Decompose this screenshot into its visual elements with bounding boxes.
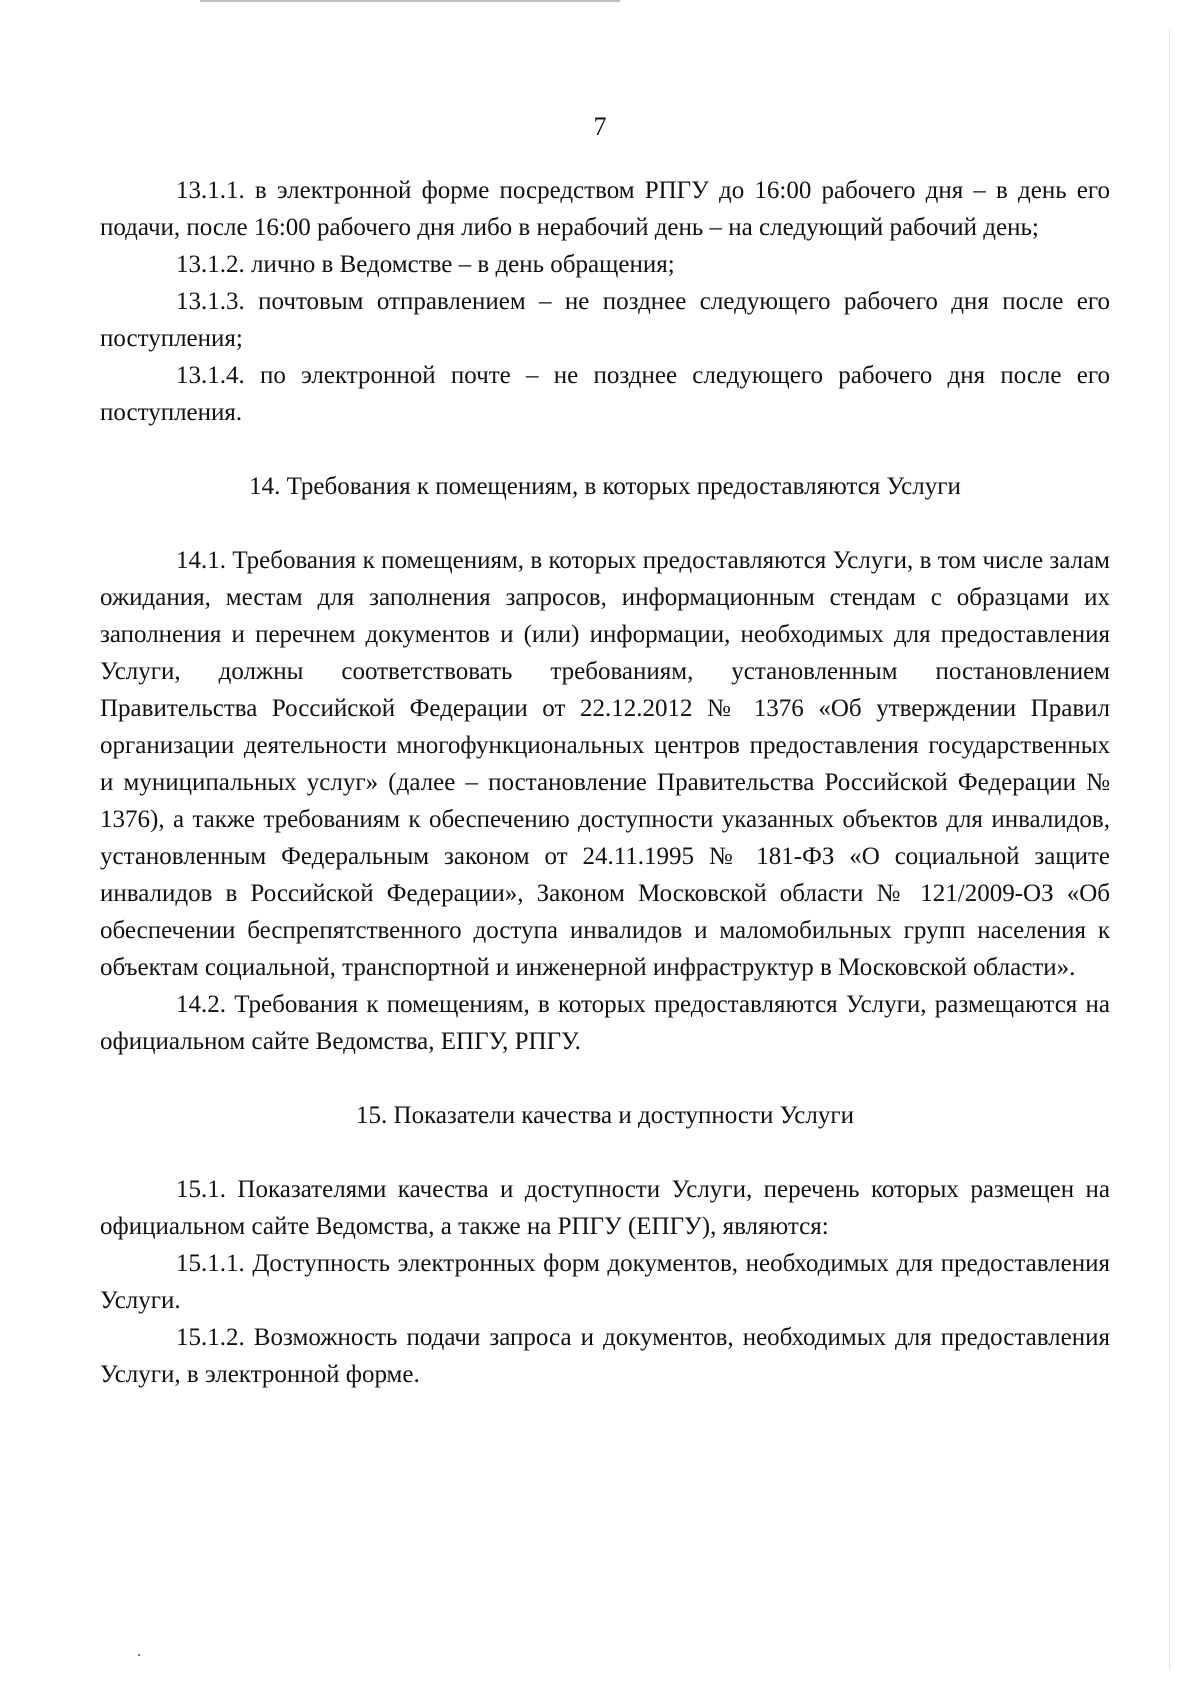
paragraph-15-1-2: 15.1.2. Возможность подачи запроса и документов, необходимых для предоставления Услуги, в электронной форме. bbox=[100, 1324, 1110, 1388]
scan-dot bbox=[138, 1654, 140, 1656]
paragraph-15-1-1: 15.1.1. Доступность электронных форм документов, необходимых для предоставления Услуги. bbox=[100, 1250, 1110, 1314]
section-14-heading: 14. Требования к помещениям, в которых предоставляются Услуги bbox=[249, 473, 961, 500]
spacer bbox=[100, 1134, 1110, 1171]
document-body bbox=[100, 172, 1110, 1393]
spacer bbox=[100, 505, 1110, 542]
section-15-heading: 15. Показатели качества и доступности Услуги bbox=[356, 1102, 854, 1129]
page-number: 7 bbox=[593, 112, 607, 141]
spacer bbox=[100, 1060, 1110, 1097]
paragraph-14-1: 14.1. Требования к помещениям, в которых предоставляются Услуги, в том числе залам ожидания, местам для заполнения запросов, информационным стендам с образцами их заполнения и перечнем документов и (или) информации, необходимых для предоставления Услуги, должны соответствовать требованиям, установленным постановлением Правительства Российской Федерации от 22.12.2012 № 1376 «Об утверждении Правил организации деятельности многофункциональных центров предоставления государственных и муниципальных услуг» (далее – постановление Правительства Российской Федерации № 1376), а также требованиям к обеспечению доступности указанных объектов для инвалидов, установленным Федеральным законом от 24.11.1995 № 181-ФЗ «О социальной защите инвалидов в Российской Федерации», Законом Московской области № 121/2009-ОЗ «Об обеспечении беспрепятственного доступа инвалидов и маломобильных групп населения к объектам социальной, транспортной и инженерной инфраструктур в Московской области». bbox=[100, 547, 1110, 981]
paragraph-13-1-1: 13.1.1. в электронной форме посредством РПГУ до 16:00 рабочего дня – в день его подачи, после 16:00 рабочего дня либо в нерабочий день – на следующий рабочий день; bbox=[100, 177, 1110, 241]
paragraph-13-1-4: 13.1.4. по электронной почте – не позднее следующего рабочего дня после его поступления. bbox=[100, 362, 1110, 426]
paragraph-14-2: 14.2. Требования к помещениям, в которых предоставляются Услуги, размещаются на официальном сайте Ведомства, ЕПГУ, РПГУ. bbox=[100, 991, 1110, 1055]
paragraph-13-1-3: 13.1.3. почтовым отправлением – не позднее следующего рабочего дня после его поступления; bbox=[100, 288, 1110, 352]
paragraph-13-1-2: 13.1.2. лично в Ведомстве – в день обращения; bbox=[176, 251, 675, 278]
paragraph-15-1: 15.1. Показателями качества и доступности Услуги, перечень которых размещен на официальном сайте Ведомства, а также на РПГУ (ЕПГУ), являются: bbox=[100, 1176, 1110, 1240]
scan-edge-top bbox=[200, 0, 620, 2]
spacer bbox=[100, 431, 1110, 468]
scan-edge-right bbox=[1169, 30, 1170, 1670]
